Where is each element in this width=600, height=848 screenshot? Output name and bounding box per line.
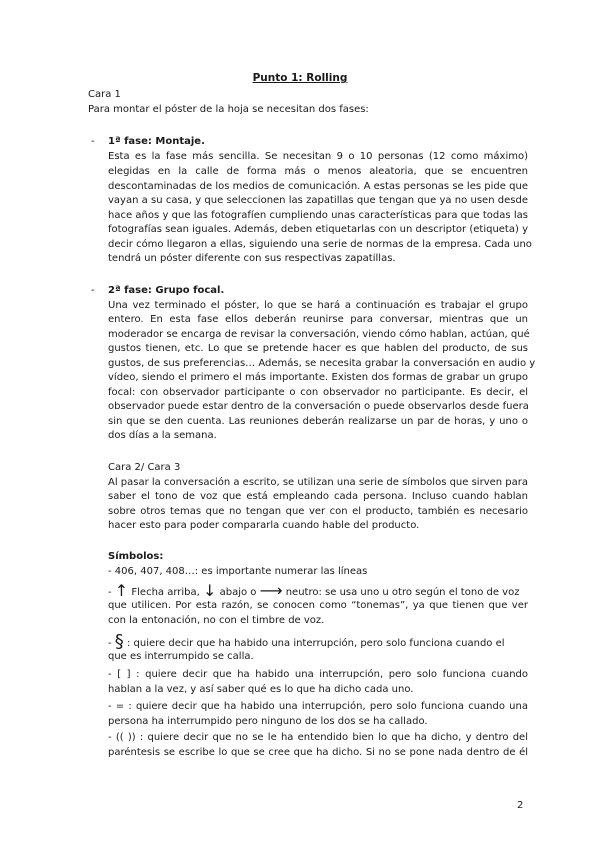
fase2-line: dos días a la semana. [108,430,217,441]
fase2-line: focal: con observador participante o con observador no participante. Es decir, el [108,387,528,398]
fase1-bullet: - [91,136,95,147]
section-line-2: que es interrumpido se calla. [108,651,254,662]
intro-paragraph: Para montar el póster de la hoja se necesitan dos fases: [88,104,369,115]
simbolo-section [108,631,505,652]
fase1-line: Esta es la fase más sencilla. Se necesitan 9 o 10 personas (12 como máximo) [108,151,528,162]
fase1-line: descontaminadas de los medios de comunicación. A estas personas se les pide que [108,181,528,192]
brackets-line-2: hablan a la vez, y así saber qué es lo que ha dicho cada uno. [108,684,414,695]
fase2-line: moderador se encarga de revisar la conversación, viendo cómo hablan, actúan, qué [108,329,530,340]
parens-line-2: paréntesis se escribe lo que se cree que ha dicho. Si no se pone nada dentro de él [108,747,528,758]
cara23-heading: Cara 2/ Cara 3 [108,462,181,473]
arrow-down-icon: ↓ [203,581,217,600]
tonemas-line-3: con la entonación, no con el timbre de voz. [108,615,325,626]
arrow-right-icon: ⟶ [259,581,283,600]
parens-line-1: - (( )) : quiere decir que no se le ha entendido bien lo que ha dicho, y dentro del [108,732,528,743]
tonemas-text-b: abajo o [219,587,257,598]
tonemas-line-2: que utilicen. Por esta razón, se conocen como “tonemas”, ya que tienen que ver [108,600,528,611]
page-number: 2 [517,800,524,811]
simbolo-tonemas [108,581,520,600]
tonemas-text-a: Flecha arriba, [131,587,200,598]
fase1-line: elegidas en la calle de forma más o menos aleatoria, que se encuentren [108,166,528,177]
tonemas-dash: - [108,587,112,598]
fase1-line: fotografías sean iguales. Además, deben etiquetarlas con un descriptor (etiqueta) y [108,224,528,235]
fase1-line: hace años y que las fotografíen cumpliendo unas características para que todas las [108,210,528,221]
fase2-line: entero. En esta fase ellos deberán reunirse para conversar, mientras que un [108,314,528,325]
simbolos-heading: Símbolos: [108,551,164,562]
fase1-line: decir cómo llegaron a ellas, siguiendo una serie de normas de la empresa. Cada uno [108,239,532,250]
cara23-line: sobre otros temas que no tengan que ver con el producto, también es necesario [108,506,528,517]
equals-line-1: - = : quiere decir que ha habido una interrupción, pero solo funciona cuando una [108,701,528,712]
fase1-line: tendrá un póster diferente con sus respectivas zapatillas. [108,253,396,264]
fase2-line: gustos, de sus preferencias… Además, se necesita grabar la conversación en audio y [108,358,536,369]
cara23-line: saber el tono de voz que está empleando cada persona. Incluso cuando hablan [108,491,528,502]
brackets-line-1: - [ ] : quiere decir que ha habido una interrupción, pero solo funciona cuando [108,669,528,680]
tonemas-text-c: neutro: se usa uno u otro según el tono de voz [285,587,520,598]
cara23-line: hacer esto para poder compararla cuando hable del producto. [108,520,420,531]
fase2-heading: 2ª fase: Grupo focal. [108,285,225,296]
section-sign-icon: § [114,631,124,652]
fase1-heading: 1ª fase: Montaje. [108,136,205,147]
arrow-up-icon: ↑ [114,581,129,600]
fase2-line: observador puede estar dentro de la conversación o puede observarlos desde fuera [108,401,529,412]
page-title: Punto 1: Rolling [252,72,348,84]
fase1-line: vayan a su casa, y que seleccionen las zapatillas que tengan que ya no usen desde [108,195,528,206]
fase2-line: vídeo, siendo el primero el más importante. Existen dos formas de grabar un grupo [108,372,528,383]
simbolo-numerar: - 406, 407, 408…: es importante numerar las líneas [108,566,368,577]
section-text: : quiere decir que ha habido una interrupción, pero solo funciona cuando el [126,638,505,649]
fase2-line: sin que se den cuenta. Las reuniones deberán realizarse un par de horas, y uno o [108,416,528,427]
cara-1-label: Cara 1 [88,89,121,100]
equals-line-2: persona ha interrumpido pero ninguno de los dos se ha callado. [108,716,428,727]
fase2-line: Una vez terminado el póster, lo que se hará a continuación es trabajar el grupo [108,300,528,311]
cara23-line: Al pasar la conversación a escrito, se utilizan una serie de símbolos que sirven para [108,477,528,488]
fase2-line: gustos tienen, etc. Lo que se pretende hacer es que hablen del producto, de sus [108,343,528,354]
fase2-bullet: - [91,285,95,296]
section-dash: - [108,638,112,649]
